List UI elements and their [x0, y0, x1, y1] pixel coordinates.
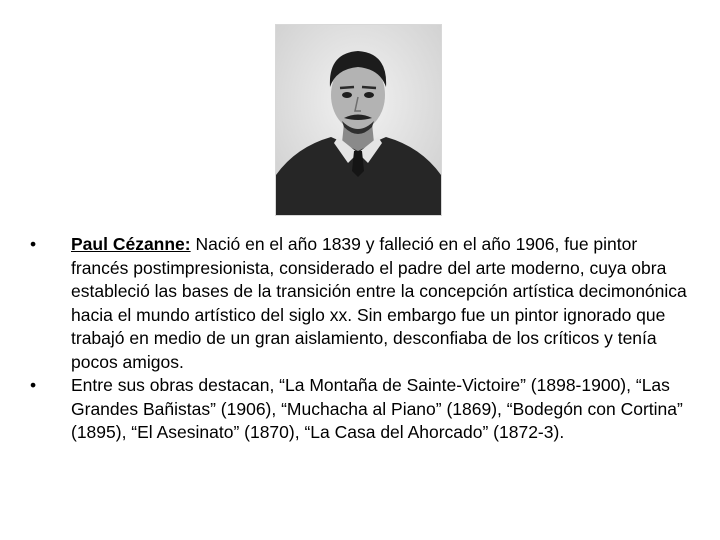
biography-text: Nació en el año 1839 y falleció en el año 1906, fue pintor francés postimpresionista, considerado el padre del arte moderno, cuya obra estableció las bases de la transición entre la concepción artística decimonónica hacia el mundo artístico del siglo xx. Sin embargo fue un pintor ignorado que trabajó en medio de un gran aislamiento, desconfiaba de los críticos y tenía pocos amigos.: [71, 234, 687, 372]
portrait-photo: [275, 24, 442, 216]
works-text: Entre sus obras destacan, “La Montaña de Sainte-Victoire” (1898-1900), “Las Grandes Bañistas” (1906), “Muchacha al Piano” (1869), “Bodegón con Cortina” (1895), “El Asesinato” (1870), “La Casa del Ahorcado” (1872-3).: [71, 375, 683, 442]
artist-name-term: Paul Cézanne:: [71, 234, 191, 254]
bullet-item-works: [30, 374, 690, 445]
bullet-marker: •: [30, 375, 37, 395]
bullet-list: [30, 233, 690, 445]
bullet-marker: •: [30, 234, 37, 254]
bullet-item-cezanne: [30, 233, 690, 374]
